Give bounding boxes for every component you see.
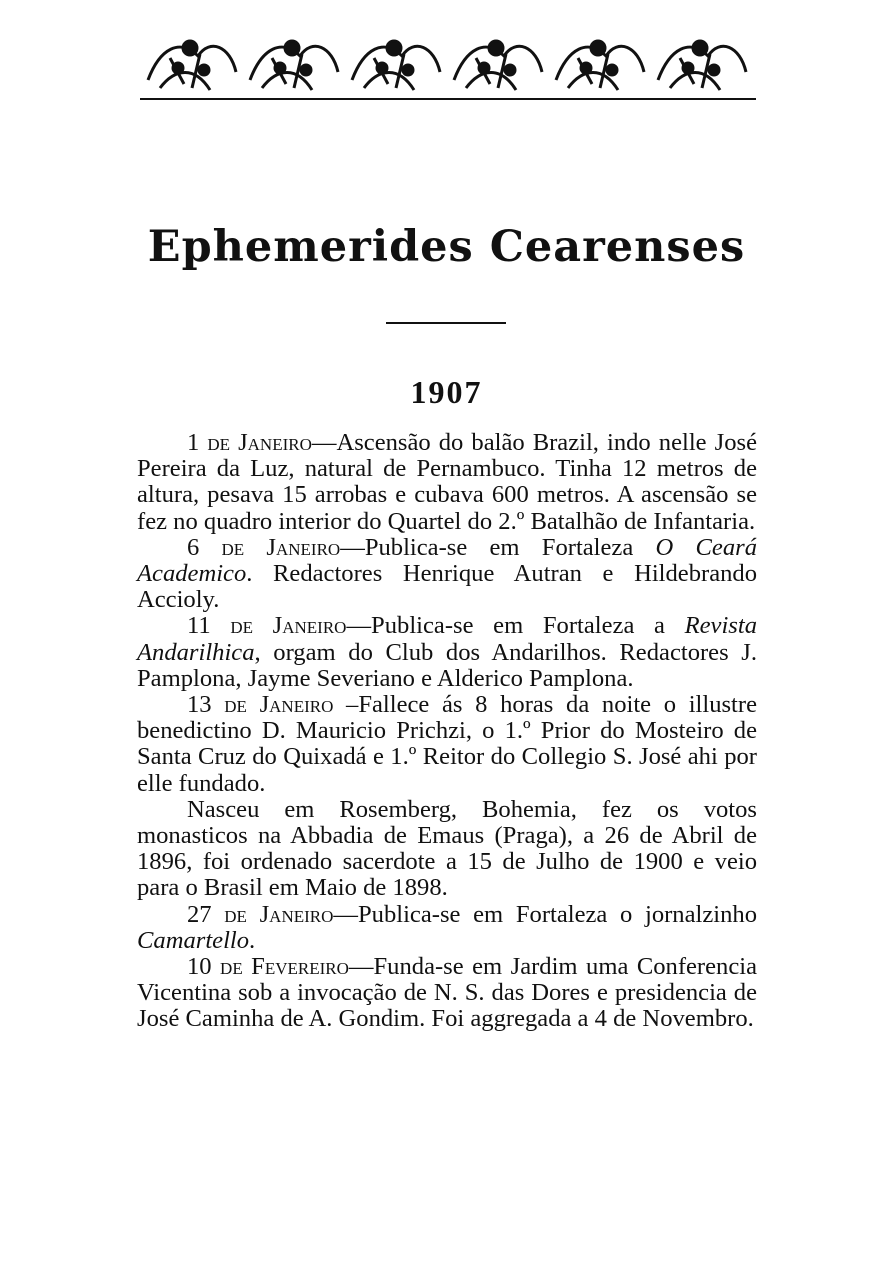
entry-italic: Camartello: [137, 926, 250, 954]
entry-paragraph: [137, 430, 757, 535]
entry-pre: Publica-se em Fortaleza a: [371, 612, 685, 640]
entry-post: , orgam do Club dos Andarilhos. Redactores J. Pamplona, Jayme Severiano e Alderico Pamplona.: [137, 638, 757, 692]
entry-post: .: [249, 926, 256, 954]
entry-paragraph: [137, 692, 757, 797]
entry-pre: Fallece ás 8 horas da noite o illustre benedictino D. Mauricio Prichzi, o 1.º Prior do Mosteiro de Santa Cruz do Quixadá e 1.º Reitor do Collegio S. José ahi por elle fundado.: [137, 691, 757, 797]
entry-paragraph: [137, 902, 757, 954]
entry-date: 1 de Janeiro: [187, 429, 312, 456]
title-divider: [386, 322, 506, 324]
entry-sep: —: [311, 429, 337, 456]
entry-paragraph: [137, 797, 757, 902]
entry-date: 27 de Janeiro: [187, 900, 334, 928]
grape-vine-ornament-icon: [140, 28, 756, 100]
entry-date: 6 de Janeiro: [187, 533, 341, 561]
year-heading: 1907: [410, 374, 483, 410]
entry-sep: —: [333, 900, 358, 928]
entry-pre: Publica-se em Fortaleza o jornalzinho: [358, 900, 757, 928]
entry-sep: –: [333, 691, 359, 719]
entry-pre: Funda-se em Jardim uma Conferencia Vicentina sob a invocação de N. S. das Dores e presidencia de José Caminha de A. Gondim. Foi aggregada a 4 de Novembro.: [137, 953, 757, 1033]
entry-date: 13 de Janeiro: [187, 691, 334, 719]
entry-pre: Ascensão do balão Brazil, indo nelle José Pereira da Luz, natural de Pernambuco. Tinha 12 metros de altura, pesava 15 arrobas e cubava 600 metros. A ascensão se fez no quadro interior do Quartel do 2.º Batalhão de Infantaria.: [137, 429, 757, 535]
entry-post: . Redactores Henrique Autran e Hildebrando Accioly.: [137, 560, 757, 614]
entry-sep: —: [348, 953, 374, 981]
entry-pre: Nasceu em Rosemberg, Bohemia, fez os votos monasticos na Abbadia de Emaus (Praga), a 26 de Abril de 1896, foi ordenado sacerdote a 15 de Julho de 1900 e veio para o Brasil em Maio de 1898.: [137, 795, 757, 902]
entry-sep: —: [340, 533, 365, 561]
header-rule: [140, 98, 756, 100]
entry-date: 10 de Fevereiro: [187, 953, 349, 981]
entry-italic: Revista Andarilhica: [137, 612, 757, 666]
entry-paragraph: [137, 613, 757, 692]
entry-paragraph: [137, 535, 757, 614]
entry-italic: O Ceará Academico: [137, 533, 757, 588]
entry-paragraph: [137, 954, 757, 1033]
page-title: Ephemerides Cearenses: [147, 222, 746, 272]
entry-date: 11 de Janeiro: [187, 612, 347, 640]
entry-pre: Publica-se em Fortaleza: [364, 533, 656, 561]
entries-list: [137, 430, 757, 1033]
entry-sep: —: [346, 612, 372, 640]
